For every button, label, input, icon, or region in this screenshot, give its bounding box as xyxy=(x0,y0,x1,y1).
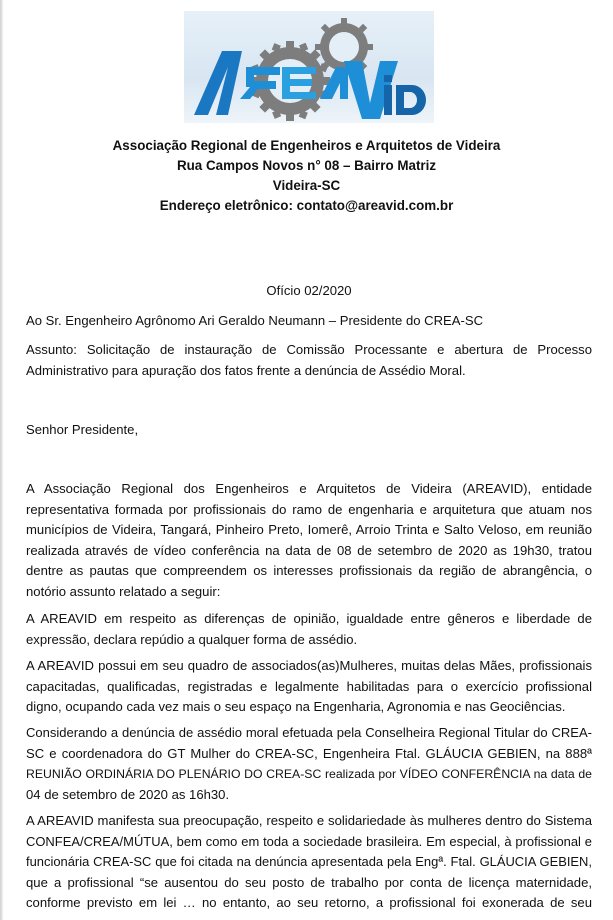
paragraph-2 xyxy=(26,609,592,650)
subject-line: Administrativo para apuração dos fatos frente a denúncia de Assédio Moral. xyxy=(26,362,466,378)
paragraph-line: Considerando a denúncia de assédio moral efetuada pela Conselheira Regional Titular do CREA- xyxy=(26,725,592,740)
paragraph-line: A AREAVID em respeito as diferenças de opinião, igualdade entre gêneros e liberdade de xyxy=(26,611,592,626)
paragraph-line: dentre as pautas que compreendem os interesses profissionais da região de abrangência, o xyxy=(26,563,592,578)
paragraph-line: A AREAVID possui em seu quadro de associados(as)Mulheres, muitas delas Mães, profissionais xyxy=(26,658,592,673)
paragraph-line: A Associação Regional dos Engenheiros e Arquitetos de Videira (AREAVID), entidade xyxy=(26,481,592,496)
areavid-logo xyxy=(184,11,434,123)
paragraph-line: capacitadas, qualificadas, registradas e legalmente habilitadas para o exercício profissional xyxy=(26,678,592,694)
logo-graphic xyxy=(184,11,434,123)
letterhead xyxy=(0,136,613,216)
salutation: Senhor Presidente, xyxy=(26,422,139,437)
paragraph-line: funcionária CREA-SC que foi citada na denúncia apresentada pela Engª. Ftal. GLÁUCIA GEBIEN, xyxy=(26,854,592,869)
paragraph-line: SC e coordenadora do GT Mulher do CREA-SC, Engenheira Ftal. GLÁUCIA GEBIEN, na 888ª xyxy=(26,745,592,761)
paragraph-line: municípios de Videira, Tangará, Pinheiro Preto, Iomerê, Arroio Trinta e Salto Veloso, em reunião xyxy=(26,522,592,537)
paragraph-line: CONFEA/CREA/MÚTUA, bem como em toda a sociedade brasileira. Em especial, à profissional e xyxy=(26,833,592,849)
paragraph-line: digno, ocupando cada vez mais o seu espaço na Engenharia, Agronomia e nas Geociências. xyxy=(26,699,566,714)
oficio-number: Ofício 02/2020 xyxy=(266,283,352,298)
address: Rua Campos Novos n° 08 – Bairro Matriz xyxy=(176,158,437,173)
subject-line: Assunto: Solicitação de instauração de Comissão Processante e abertura de Processo xyxy=(26,342,592,357)
paragraph-line: 04 de setembro de 2020 as 16h30. xyxy=(26,786,230,802)
association-name: Associação Regional de Engenheiros e Arquitetos de Videira xyxy=(112,138,501,153)
paragraph-line: que a profissional “se ausentou do seu posto de trabalho por conta de licença maternidade, xyxy=(26,874,592,890)
paragraph-4 xyxy=(26,723,592,805)
paragraph-line: realizada através de vídeo conferência na data de 08 de setembro de 2020 as 19h30, tratou xyxy=(26,542,592,558)
paragraph-line: conforme previsto em lei … no entanto, ao seu retorno, a profissional foi exonerada de seu xyxy=(26,895,592,910)
paragraph-line: A AREAVID manifesta sua preocupação, respeito e solidariedade às mulheres dentro do Sistema xyxy=(26,813,592,828)
city: Videira-SC xyxy=(272,178,341,193)
subject xyxy=(26,340,592,381)
paragraph-line: representativa formada por profissionais do ramo de engenharia e arquitetura que atuam nos xyxy=(26,501,592,517)
paragraph-3 xyxy=(26,656,592,718)
paragraph-line: REUNIÃO ORDINÁRIA DO PLENÁRIO DO CREA-SC realizada por VÍDEO CONFERÊNCIA na data de xyxy=(26,767,592,781)
paragraph-5 xyxy=(26,811,592,914)
recipient: Ao Sr. Engenheiro Agrônomo Ari Geraldo Neumann – Presidente do CREA-SC xyxy=(26,313,484,328)
paragraph-line: expressão, declara repúdio a qualquer forma de assédio. xyxy=(26,631,358,647)
paragraph-line: notório assunto relatado a seguir: xyxy=(26,583,221,599)
email-address: Endereço eletrônico: contato@areavid.com.br xyxy=(159,198,454,213)
paragraph-1 xyxy=(26,479,592,602)
